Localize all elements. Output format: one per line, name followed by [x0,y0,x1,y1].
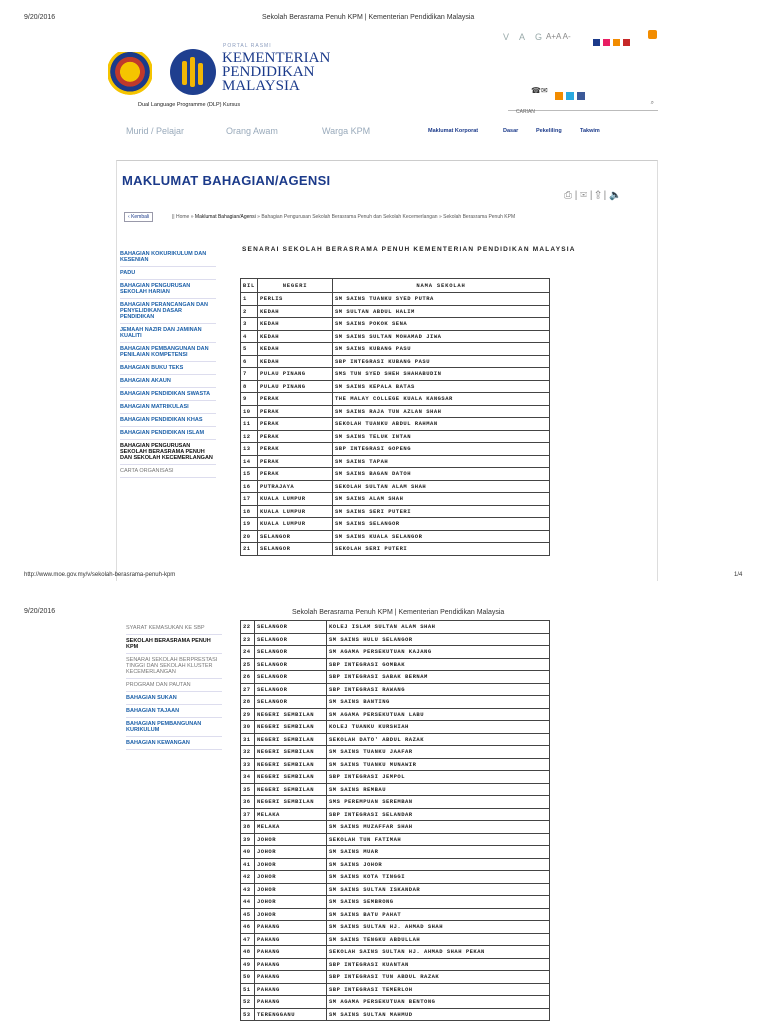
cell-nama-sekolah: KOLEJ TUANKU KURSHIAH [327,721,550,734]
table-row [241,908,550,921]
cell-negeri: SELANGOR [255,633,327,646]
breadcrumb-home[interactable]: Home [176,214,190,220]
cell-bil: 14 [241,455,258,468]
table-row [241,996,550,1009]
cell-nama-sekolah: SEKOLAH SERI PUTERI [333,543,550,556]
header-nama-sekolah: NAMA SEKOLAH [333,279,550,293]
nav-murid[interactable]: Murid / Pelajar [126,126,185,136]
cell-nama-sekolah: SBP INTEGRASI KUANTAN [327,958,550,971]
breadcrumb-bahagian[interactable]: Bahagian Pengurusan Sekolah Berasrama Penuh dan Sekolah Kecemerlangan [261,214,438,220]
cell-nama-sekolah: SBP INTEGRASI TEMERLOH [327,983,550,996]
table-row [241,958,550,971]
cell-bil: 19 [241,518,258,531]
sidebar-item[interactable]: BAHAGIAN PENGURUSAN SEKOLAH BERASRAMA PENUH DAN SEKOLAH KECEMERLANGAN [120,440,216,465]
cell-negeri: PERAK [258,455,333,468]
sidebar-item[interactable]: BAHAGIAN KEWANGAN [126,737,222,750]
cell-bil: 34 [241,771,255,784]
cell-nama-sekolah: SM SAINS TUANKU SYED PUTRA [333,293,550,306]
cell-bil: 3 [241,318,258,331]
cell-nama-sekolah: SM SAINS SULTAN ISKANDAR [327,883,550,896]
cell-bil: 52 [241,996,255,1009]
cell-negeri: NEGERI SEMBILAN [255,783,327,796]
cell-nama-sekolah: SM SAINS SEMBRONG [327,896,550,909]
table-row [241,468,550,481]
sidebar-item[interactable]: PROGRAM DAN PAUTAN [126,679,222,692]
cell-negeri: PULAU PINANG [258,368,333,381]
breadcrumb-maklumat[interactable]: Maklumat Bahagian/Agensi [194,214,256,220]
cell-negeri: NEGERI SEMBILAN [255,796,327,809]
sidebar-item[interactable]: BAHAGIAN KOKURIKULUM DAN KESENIAN [120,248,216,267]
page-tools-icons[interactable]: ⎙ | ✉ | ⇪ | 🔈 [564,190,622,201]
cell-nama-sekolah: SM SAINS KUALA SELANGOR [333,530,550,543]
cell-negeri: NEGERI SEMBILAN [255,708,327,721]
table-row [241,380,550,393]
cell-nama-sekolah: SM SAINS KOTA TINGGI [327,871,550,884]
print-title-page2: Sekolah Berasrama Penuh KPM | Kementerian Pendidikan Malaysia [292,609,505,616]
ministry-line-3: MALAYSIA [222,78,300,94]
cell-negeri: KUALA LUMPUR [258,518,333,531]
cell-nama-sekolah: KOLEJ ISLAM SULTAN ALAM SHAH [327,621,550,634]
cell-negeri: SELANGOR [255,671,327,684]
table-row [241,783,550,796]
table-row [241,405,550,418]
email-icon[interactable]: ✉ [580,190,588,201]
cell-negeri: JOHOR [255,883,327,896]
print-icon[interactable]: ⎙ [564,190,572,201]
nav-pekeliling[interactable]: Pekeliling [536,128,562,134]
table-row [241,343,550,356]
cell-bil: 45 [241,908,255,921]
cell-nama-sekolah: SBP INTEGRASI RAWANG [327,683,550,696]
cell-nama-sekolah: SM SAINS BANTING [327,696,550,709]
sidebar-menu-continued [126,622,222,750]
table-row [241,543,550,556]
cell-negeri: JOHOR [255,871,327,884]
cell-nama-sekolah: SEKOLAH TUN FATIMAH [327,833,550,846]
cell-negeri: NEGERI SEMBILAN [255,721,327,734]
sidebar-item[interactable]: SEKOLAH BERASRAMA PENUH KPM [126,635,222,654]
print-date-page2: 9/20/2016 [24,608,56,615]
cell-negeri: SELANGOR [255,621,327,634]
cell-bil: 46 [241,921,255,934]
cell-negeri: SELANGOR [258,543,333,556]
cell-negeri: PAHANG [255,983,327,996]
theme-swatch-orange[interactable] [613,39,620,46]
cell-negeri: PAHANG [255,996,327,1009]
cell-bil: 26 [241,671,255,684]
table-row [241,305,550,318]
cell-nama-sekolah: SEKOLAH TUANKU ABDUL RAHMAN [333,418,550,431]
cell-bil: 41 [241,858,255,871]
breadcrumb-current: Sekolah Berasrama Penuh KPM [443,214,516,220]
cell-bil: 27 [241,683,255,696]
cell-nama-sekolah: SM AGAMA PERSEKUTUAN KAJANG [327,646,550,659]
cell-bil: 10 [241,405,258,418]
cell-bil: 37 [241,808,255,821]
cell-negeri: JOHOR [255,858,327,871]
cell-nama-sekolah: SBP INTEGRASI GOMBAK [327,658,550,671]
cell-nama-sekolah: SM AGAMA PERSEKUTUAN LABU [327,708,550,721]
cell-negeri: JOHOR [255,908,327,921]
cell-negeri: SELANGOR [258,530,333,543]
table-row [241,746,550,759]
cell-nama-sekolah: SM SAINS TENGKU ABDULLAH [327,933,550,946]
cell-bil: 28 [241,696,255,709]
cell-bil: 13 [241,443,258,456]
table-row [241,946,550,959]
cell-bil: 20 [241,530,258,543]
cell-nama-sekolah: SM SAINS SULTAN HJ. AHMAD SHAH [327,921,550,934]
sidebar-item[interactable]: BAHAGIAN PEMBANGUNAN DAN PENILAIAN KOMPETENSI [120,343,216,362]
school-table-page1 [240,278,550,556]
table-row [241,721,550,734]
nav-dasar[interactable]: Dasar [503,128,519,134]
table-row [241,871,550,884]
cell-bil: 1 [241,293,258,306]
back-button[interactable]: ‹ Kembali [124,212,153,222]
cell-bil: 53 [241,1008,255,1021]
cell-nama-sekolah: SM SAINS SELANGOR [333,518,550,531]
table-row [241,696,550,709]
cell-nama-sekolah: SBP INTEGRASI KUBANG PASU [333,355,550,368]
cell-nama-sekolah: SM SAINS SERI PUTERI [333,505,550,518]
table-row [241,418,550,431]
cell-bil: 6 [241,355,258,368]
cell-negeri: NEGERI SEMBILAN [255,758,327,771]
cell-nama-sekolah: SMS TUN SYED SHEH SHAHABUDIN [333,368,550,381]
cell-negeri: PERAK [258,468,333,481]
cell-negeri: SELANGOR [255,696,327,709]
table-row [241,771,550,784]
sidebar-item[interactable]: BAHAGIAN PENDIDIKAN SWASTA [120,388,216,401]
table-header-row [241,279,550,293]
cell-bil: 7 [241,368,258,381]
cell-nama-sekolah: SBP INTEGRASI SELANDAR [327,808,550,821]
table-row [241,646,550,659]
cell-bil: 48 [241,946,255,959]
cell-negeri: MELAKA [255,821,327,834]
cell-nama-sekolah: SM SAINS RAJA TUN AZLAN SHAH [333,405,550,418]
cell-nama-sekolah: SM AGAMA PERSEKUTUAN BENTONG [327,996,550,1009]
footer-page-number: 1/4 [734,572,743,578]
table-row [241,758,550,771]
nav-warga-kpm[interactable]: Warga KPM [322,126,371,136]
cell-nama-sekolah: SBP INTEGRASI JEMPOL [327,771,550,784]
cell-nama-sekolah: SM SAINS HULU SELANGOR [327,633,550,646]
cell-negeri: NEGERI SEMBILAN [255,733,327,746]
cell-negeri: JOHOR [255,896,327,909]
table-row [241,493,550,506]
cell-nama-sekolah: SM SAINS TELUK INTAN [333,430,550,443]
cell-bil: 42 [241,871,255,884]
font-size-tools[interactable]: A+A A- [546,32,571,41]
header-bil: BIL [241,279,258,293]
cell-negeri: PAHANG [255,933,327,946]
table-row [241,883,550,896]
theme-swatch-red[interactable] [623,39,630,46]
cell-bil: 36 [241,796,255,809]
coat-of-arms-logo [108,52,152,96]
table-row [241,355,550,368]
nav-maklumat-korporat[interactable]: Maklumat Korporat [428,128,479,134]
table-row [241,455,550,468]
cell-nama-sekolah: THE MALAY COLLEGE KUALA KANGSAR [333,393,550,406]
sidebar-item[interactable]: BAHAGIAN BUKU TEKS [120,362,216,375]
cell-nama-sekolah: SEKOLAH SULTAN ALAM SHAH [333,480,550,493]
header-negeri: NEGERI [258,279,333,293]
cell-nama-sekolah: SMS PEREMPUAN SEREMBAN [327,796,550,809]
cell-nama-sekolah: SM SAINS BATU PAHAT [327,908,550,921]
cell-negeri: PERAK [258,443,333,456]
cell-nama-sekolah: SEKOLAH SAINS SULTAN HJ. AHMAD SHAH PEKAN [327,946,550,959]
cell-negeri: PERAK [258,430,333,443]
cell-bil: 51 [241,983,255,996]
sidebar-item[interactable]: BAHAGIAN SUKAN [126,692,222,705]
cell-bil: 32 [241,746,255,759]
search-input[interactable]: CARIAN [516,109,535,115]
sidebar-item[interactable]: BAHAGIAN PEMBANGUNAN KURIKULUM [126,718,222,737]
cell-nama-sekolah: SBP INTEGRASI SABAK BERNAM [327,671,550,684]
cell-bil: 12 [241,430,258,443]
contact-icons[interactable]: ☎✉ [531,86,548,95]
cell-nama-sekolah: SM SAINS SULTAN MAHMUD [327,1008,550,1021]
cell-negeri: SELANGOR [255,646,327,659]
cell-bil: 31 [241,733,255,746]
cell-negeri: TERENGGANU [255,1008,327,1021]
table-row [241,671,550,684]
sidebar-item[interactable]: BAHAGIAN PERANCANGAN DAN PENYELIDIKAN DASAR PENDIDIKAN [120,299,216,324]
blogger-icon[interactable] [555,92,563,100]
table-row [241,683,550,696]
ministry-logo[interactable] [170,49,216,95]
school-table-page2 [240,620,550,1021]
cell-negeri: PERAK [258,393,333,406]
sidebar-item[interactable]: BAHAGIAN MATRIKULASI [120,401,216,414]
table-row [241,318,550,331]
table-row [241,530,550,543]
sidebar-item[interactable]: BAHAGIAN PENDIDIKAN KHAS [120,414,216,427]
cell-negeri: JOHOR [255,833,327,846]
cell-bil: 47 [241,933,255,946]
cell-negeri: KEDAH [258,330,333,343]
share-icon[interactable]: ⇪ [595,190,601,201]
cell-negeri: PULAU PINANG [258,380,333,393]
table-row [241,633,550,646]
cell-nama-sekolah: SM SAINS MUAR [327,846,550,859]
table-row [241,971,550,984]
table-row [241,443,550,456]
facebook-icon[interactable] [577,92,585,100]
cell-negeri: PERAK [258,405,333,418]
cell-negeri: PERAK [258,418,333,431]
table-row [241,983,550,996]
cell-nama-sekolah: SM SAINS MUZAFFAR SHAH [327,821,550,834]
cell-bil: 25 [241,658,255,671]
cell-negeri: JOHOR [255,846,327,859]
cell-nama-sekolah: SM SAINS ALAM SHAH [333,493,550,506]
table-row [241,733,550,746]
search-icon[interactable]: ⌕ [650,100,654,106]
cell-bil: 29 [241,708,255,721]
search-box[interactable] [508,100,658,115]
cell-negeri: PUTRAJAYA [258,480,333,493]
table-row [241,480,550,493]
table-row [241,846,550,859]
table-row [241,430,550,443]
cell-bil: 18 [241,505,258,518]
rss-icon[interactable] [648,30,657,39]
cell-bil: 24 [241,646,255,659]
cell-negeri: KEDAH [258,318,333,331]
cell-negeri: NEGERI SEMBILAN [255,746,327,759]
table-row [241,708,550,721]
cell-negeri: NEGERI SEMBILAN [255,771,327,784]
cell-nama-sekolah: SM SULTAN ABDUL HALIM [333,305,550,318]
cell-bil: 30 [241,721,255,734]
cell-nama-sekolah: SM SAINS JOHOR [327,858,550,871]
sidebar-item[interactable]: SENARAI SEKOLAH BERPRESTASI TINGGI DAN SEKOLAH KLUSTER KECEMERLANGAN [126,654,222,679]
cell-negeri: KEDAH [258,305,333,318]
cell-negeri: PAHANG [255,921,327,934]
cell-nama-sekolah: SBP INTEGRASI GOPENG [333,443,550,456]
cell-nama-sekolah: SM SAINS POKOK SENA [333,318,550,331]
cell-negeri: MELAKA [255,808,327,821]
table-row [241,368,550,381]
table-row [241,330,550,343]
footer-url: http://www.moe.gov.my/v/sekolah-berasrama-penuh-kpm [24,572,176,578]
theme-swatch-pink[interactable] [603,39,610,46]
cell-bil: 35 [241,783,255,796]
cell-negeri: PAHANG [255,971,327,984]
cell-nama-sekolah: SM SAINS KUBANG PASU [333,343,550,356]
theme-swatches[interactable] [590,33,630,51]
ministry-line-2: PENDIDIKAN [222,64,315,80]
cell-bil: 5 [241,343,258,356]
cell-negeri: KUALA LUMPUR [258,493,333,506]
sidebar-item[interactable]: BAHAGIAN AKAUN [120,375,216,388]
table-row [241,505,550,518]
cell-nama-sekolah: SM SAINS KEPALA BATAS [333,380,550,393]
cell-nama-sekolah: SEKOLAH DATO' ABDUL RAZAK [327,733,550,746]
cell-bil: 4 [241,330,258,343]
cell-bil: 44 [241,896,255,909]
cell-nama-sekolah: SM SAINS TUANKU MUNAWIR [327,758,550,771]
table-row [241,821,550,834]
dlp-link[interactable]: Dual Language Programme (DLP) Kursus [138,102,241,108]
sidebar-item[interactable]: CARTA ORGANISASI [120,465,216,478]
sidebar-menu [120,248,216,478]
cell-negeri: KEDAH [258,343,333,356]
cell-negeri: SELANGOR [255,683,327,696]
cell-bil: 33 [241,758,255,771]
table-row [241,293,550,306]
portal-label: PORTAL RASMI [223,43,272,49]
table-row [241,833,550,846]
cell-negeri: KUALA LUMPUR [258,505,333,518]
theme-swatch-blue[interactable] [593,39,600,46]
cell-bil: 22 [241,621,255,634]
table-row [241,933,550,946]
table-row [241,1008,550,1021]
table-row [241,796,550,809]
cell-bil: 40 [241,846,255,859]
ministry-name [222,51,330,93]
section-title: SENARAI SEKOLAH BERASRAMA PENUH KEMENTERIAN PENDIDIKAN MALAYSIA [242,246,576,253]
speaker-icon[interactable]: 🔈 [609,190,622,201]
cell-nama-sekolah: SM SAINS SULTAN MOHAMAD JIWA [333,330,550,343]
cell-bil: 43 [241,883,255,896]
cell-bil: 23 [241,633,255,646]
sidebar-item[interactable]: SYARAT KEMASUKAN KE SBP [126,622,222,635]
accessibility-tools[interactable]: V A G [503,32,547,42]
ministry-line-1: KEMENTERIAN [222,50,331,66]
cell-negeri: KEDAH [258,355,333,368]
table-row [241,858,550,871]
cell-negeri: PAHANG [255,946,327,959]
table-row [241,621,550,634]
cell-bil: 50 [241,971,255,984]
cell-bil: 9 [241,393,258,406]
sidebar-item[interactable]: PADU [120,267,216,280]
cell-negeri: PERLIS [258,293,333,306]
twitter-icon[interactable] [566,92,574,100]
cell-nama-sekolah: SBP INTEGRASI TUN ABDUL RAZAK [327,971,550,984]
table-row [241,393,550,406]
cell-negeri: SELANGOR [255,658,327,671]
back-button-label: Kembali [131,214,150,220]
page-heading: MAKLUMAT BAHAGIAN/AGENSI [122,173,331,188]
nav-takwim[interactable]: Takwim [580,128,600,134]
cell-bil: 49 [241,958,255,971]
print-date: 9/20/2016 [24,14,56,21]
cell-bil: 21 [241,543,258,556]
table-row [241,896,550,909]
cell-nama-sekolah: SM SAINS BAGAN DATOH [333,468,550,481]
table-row [241,808,550,821]
cell-bil: 11 [241,418,258,431]
table-row [241,921,550,934]
sidebar-item[interactable]: BAHAGIAN PENDIDIKAN ISLAM [120,427,216,440]
cell-bil: 8 [241,380,258,393]
print-title: Sekolah Berasrama Penuh KPM | Kementerian Pendidikan Malaysia [262,14,475,21]
cell-negeri: PAHANG [255,958,327,971]
cell-bil: 16 [241,480,258,493]
table-row [241,658,550,671]
cell-nama-sekolah: SM SAINS TUANKU JAAFAR [327,746,550,759]
cell-nama-sekolah: SM SAINS REMBAU [327,783,550,796]
cell-bil: 17 [241,493,258,506]
breadcrumb: || Home » Maklumat Bahagian/Agensi » Bahagian Pengurusan Sekolah Berasrama Penuh dan Sekolah Kecemerlangan » Sekolah Berasrama Penuh KPM [172,214,516,220]
cell-nama-sekolah: SM SAINS TAPAH [333,455,550,468]
sidebar-item[interactable]: BAHAGIAN PENGURUSAN SEKOLAH HARIAN [120,280,216,299]
nav-orang-awam[interactable]: Orang Awam [226,126,278,136]
sidebar-item[interactable]: BAHAGIAN TAJAAN [126,705,222,718]
sidebar-item[interactable]: JEMAAH NAZIR DAN JAMINAN KUALITI [120,324,216,343]
table-row [241,518,550,531]
cell-bil: 2 [241,305,258,318]
cell-bil: 39 [241,833,255,846]
cell-bil: 15 [241,468,258,481]
cell-bil: 38 [241,821,255,834]
